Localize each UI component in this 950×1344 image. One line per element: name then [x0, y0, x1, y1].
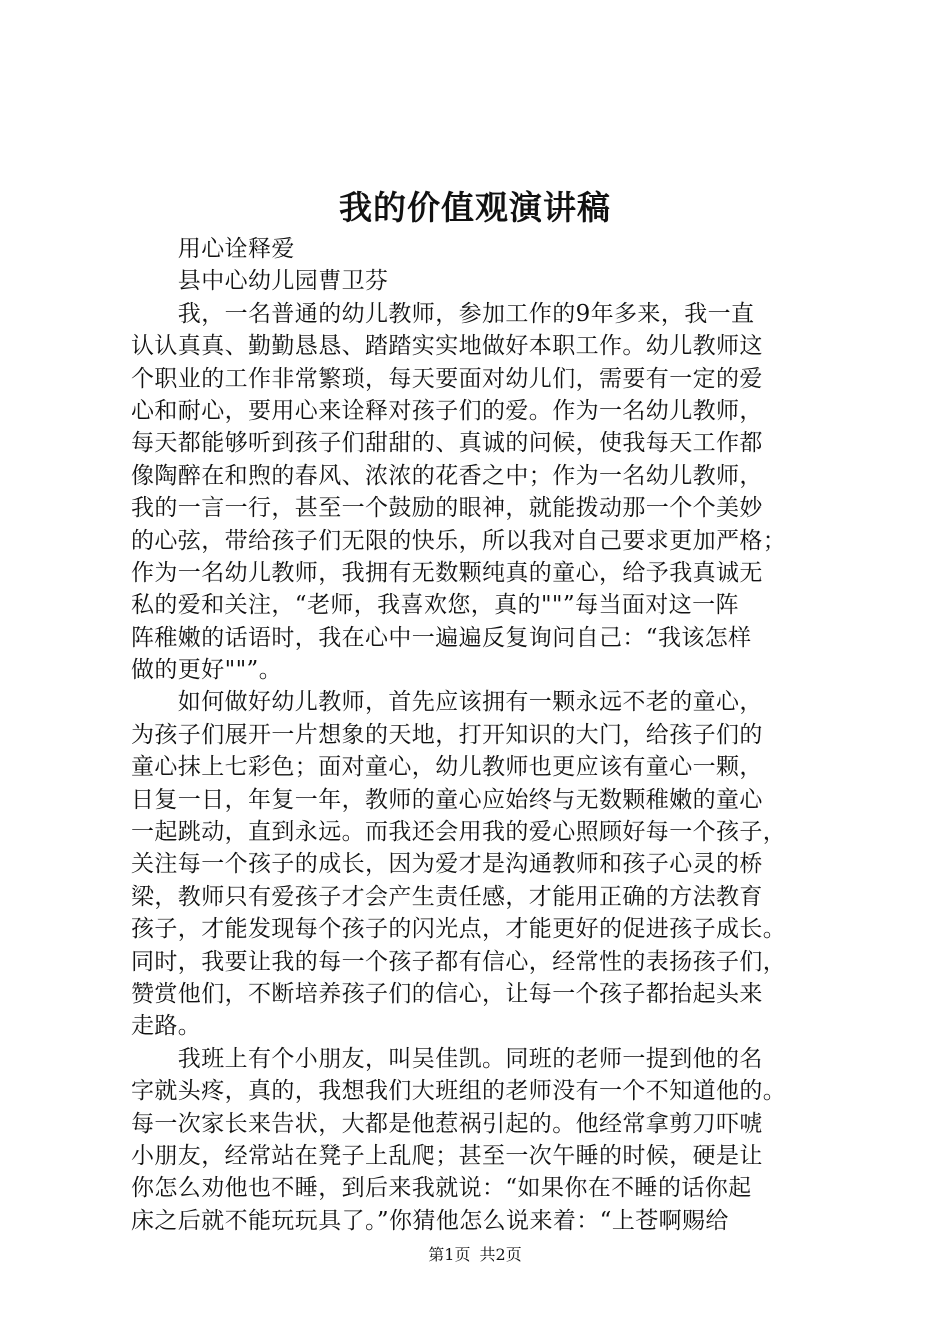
- text-line: 作为一名幼儿教师，我拥有无数颗纯真的童心，给予我真诚无: [131, 559, 763, 586]
- text-line: 每天都能够听到孩子们甜甜的、真诚的问候，使我每天工作都: [131, 430, 763, 457]
- text-line: 每一次家长来告状，大都是他惹祸引起的。他经常拿剪刀吓唬: [131, 1110, 763, 1137]
- text-line: 用心诠释爱: [131, 236, 295, 262]
- text-line: 我，一名普通的幼儿教师，参加工作的9年多来，我一直: [131, 300, 755, 327]
- text-line: 孩子，才能发现每个孩子的闪光点，才能更好的促进孩子成长。: [131, 916, 787, 943]
- text-line: 阵稚嫩的话语时，我在心中一遍遍反复询问自己：“我该怎样: [131, 624, 752, 651]
- text-line: 县中心幼儿园曹卫芬: [131, 268, 389, 295]
- text-line: 认认真真、勤勤恳恳、踏踏实实地做好本职工作。幼儿教师这: [131, 333, 763, 360]
- text-line: 梁，教师只有爱孩子才会产生责任感，才能用正确的方法教育: [131, 883, 763, 910]
- text-line: 关注每一个孩子的成长，因为爱才是沟通教师和孩子心灵的桥: [131, 851, 763, 878]
- page-number: 第1页: [428, 1245, 471, 1264]
- text-line: 走路。: [131, 1013, 202, 1040]
- text-line: 个职业的工作非常繁琐，每天要面对幼儿们，需要有一定的爱: [131, 365, 763, 392]
- text-line: 我班上有个小朋友，叫吴佳凯。同班的老师一提到他的名: [131, 1045, 763, 1072]
- text-line: 你怎么劝他也不睡，到后来我就说：“如果你在不睡的话你起: [131, 1175, 752, 1202]
- text-line: 童心抹上七彩色；面对童心，幼儿教师也更应该有童心一颗，: [131, 754, 763, 781]
- text-line: 床之后就不能玩玩具了。”你猜他怎么说来着：“上苍啊赐给: [131, 1207, 729, 1234]
- document-body: [131, 233, 833, 1237]
- text-line: 私的爱和关注，“老师，我喜欢您，真的""”每当面对这一阵: [131, 592, 739, 619]
- text-line: 如何做好幼儿教师，首先应该拥有一颗永远不老的童心，: [131, 689, 763, 716]
- text-line: 一起跳动，直到永远。而我还会用我的爱心照顾好每一个孩子，: [131, 819, 787, 846]
- text-line: 的心弦，带给孩子们无限的快乐，所以我对自己要求更加严格；: [131, 527, 787, 554]
- text-line: 同时，我要让我的每一个孩子都有信心，经常性的表扬孩子们，: [131, 948, 787, 975]
- text-line: 心和耐心，要用心来诠释对孩子们的爱。作为一名幼儿教师，: [131, 397, 763, 424]
- document-title: 我的价值观演讲稿: [339, 188, 611, 227]
- text-line: 做的更好""”。: [131, 657, 283, 684]
- text-line: 小朋友，经常站在凳子上乱爬；甚至一次午睡的时候，硬是让: [131, 1142, 763, 1169]
- text-line: 我的一言一行，甚至一个鼓励的眼神，就能拨动那一个个美妙: [131, 495, 763, 522]
- text-line: 像陶醉在和煦的春风、浓浓的花香之中；作为一名幼儿教师，: [131, 462, 763, 489]
- text-line: 日复一日，年复一年，教师的童心应始终与无数颗稚嫩的童心: [131, 786, 763, 813]
- page-footer: [0, 1245, 950, 1265]
- text-line: 为孩子们展开一片想象的天地，打开知识的大门，给孩子们的: [131, 721, 763, 748]
- page-total: 共2页: [479, 1245, 522, 1264]
- text-line: 赞赏他们，不断培养孩子们的信心，让每一个孩子都抬起头来: [131, 980, 763, 1007]
- text-line: 字就头疼，真的，我想我们大班组的老师没有一个不知道他的。: [131, 1078, 787, 1105]
